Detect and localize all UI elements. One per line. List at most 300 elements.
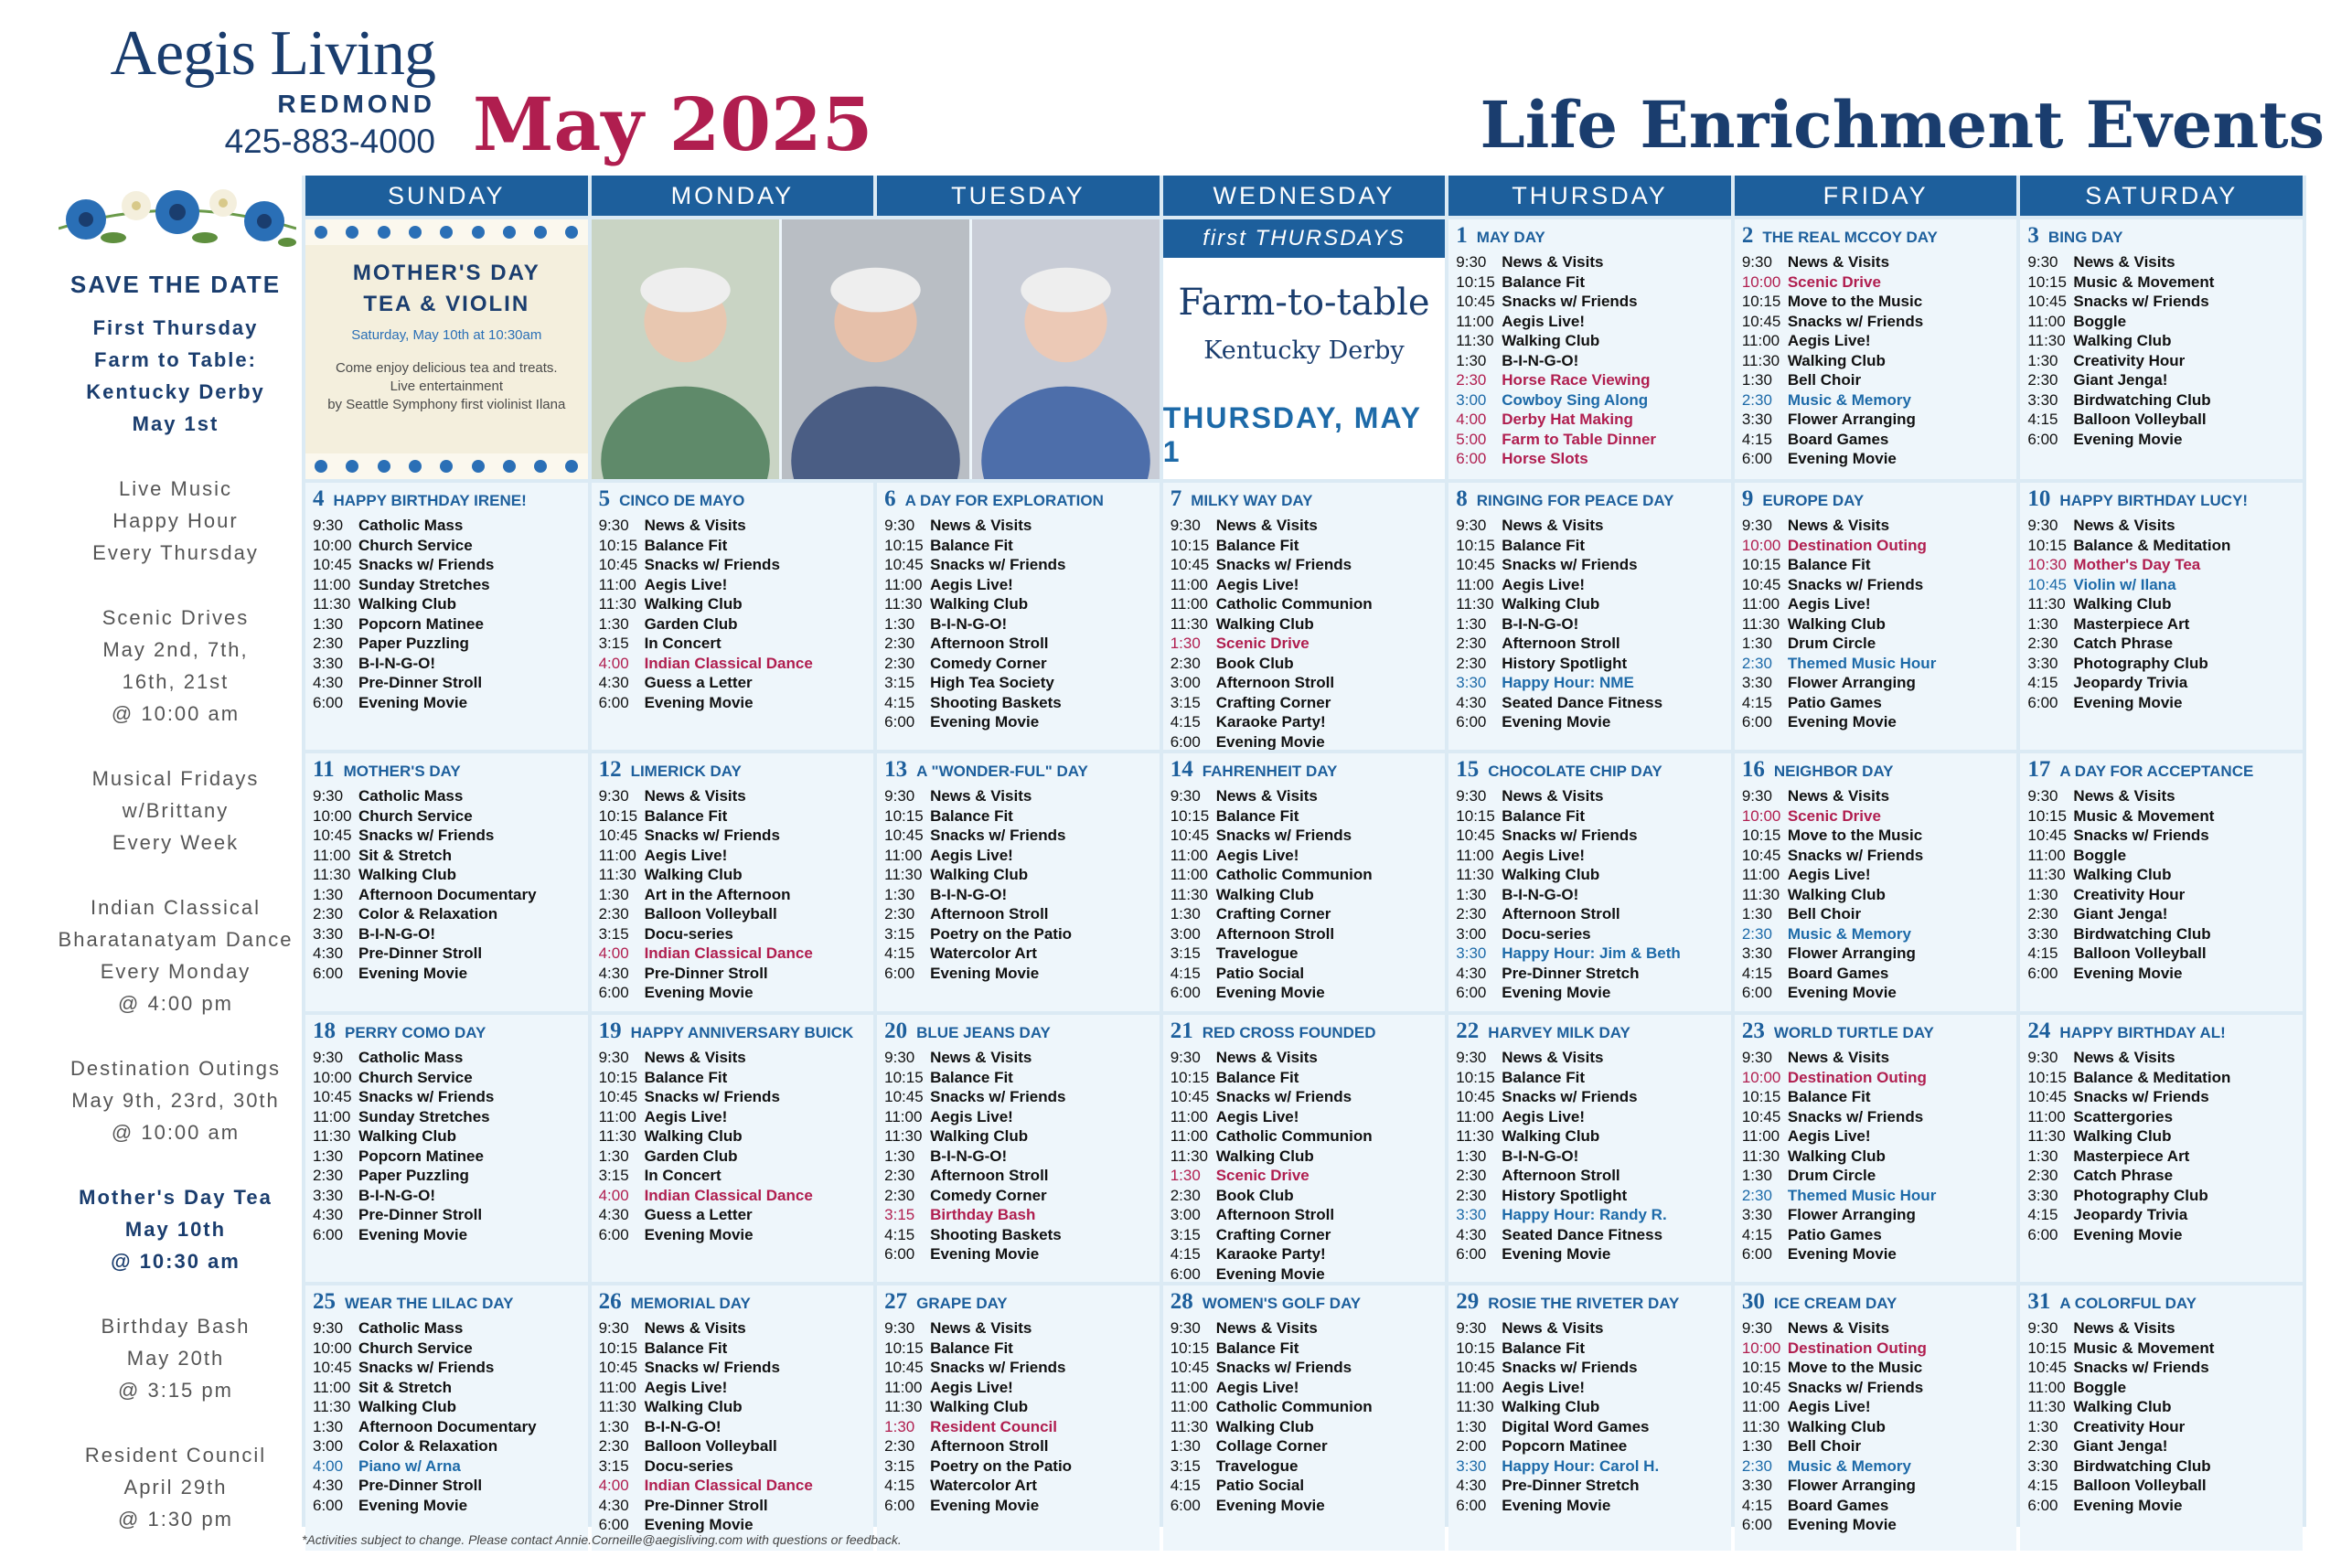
event-item — [1742, 1107, 2010, 1127]
day-cell — [877, 753, 1160, 1011]
event-item — [1456, 786, 1724, 806]
month-title: May 2025 — [473, 81, 873, 167]
save-the-date-line: @ 4:00 pm — [118, 992, 233, 1015]
event-item — [1456, 272, 1724, 293]
event-item — [599, 516, 867, 536]
event-time: 3:15 — [884, 674, 915, 691]
event-item — [1742, 1087, 2010, 1107]
event-time: 10:15 — [598, 1068, 638, 1086]
event-time: 11:30 — [1741, 351, 1780, 369]
event-time: 6:00 — [598, 984, 629, 1001]
promo-body — [305, 245, 588, 453]
event-item — [1456, 1397, 1724, 1417]
event-time: 9:30 — [2027, 253, 2058, 271]
event-time: 1:30 — [884, 885, 915, 903]
event-item — [313, 1378, 581, 1398]
event-item — [884, 712, 1152, 732]
event-time: 10:15 — [1456, 1068, 1495, 1086]
event-item — [1742, 1397, 2010, 1417]
event-time: 11:00 — [1741, 595, 1780, 613]
day-header — [2027, 486, 2295, 512]
event-item — [1456, 410, 1724, 430]
event-time: 9:30 — [313, 517, 344, 534]
resident-photos — [592, 219, 1160, 479]
event-item — [1456, 712, 1724, 732]
save-the-date-item — [44, 602, 307, 730]
event-name: Snacks w/ Friends — [930, 1359, 1066, 1376]
event-time: 1:30 — [2027, 885, 2058, 903]
event-item — [599, 594, 867, 614]
event-name: Snacks w/ Friends — [2073, 1359, 2209, 1376]
event-name: Walking Club — [930, 1398, 1029, 1415]
day-cell — [1163, 1015, 1446, 1282]
event-name: Evening Movie — [1787, 984, 1897, 1001]
event-time: 6:00 — [313, 693, 344, 711]
event-name: Evening Movie — [1502, 1245, 1611, 1263]
event-item — [884, 673, 1152, 693]
event-name: Snacks w/ Friends — [358, 1359, 495, 1376]
event-name: Evening Movie — [2073, 964, 2183, 982]
event-name: Pre-Dinner Stroll — [358, 1206, 483, 1223]
event-item — [884, 1147, 1152, 1167]
event-name: Walking Club — [644, 1127, 743, 1145]
event-item — [1456, 575, 1724, 595]
event-time: 11:30 — [1456, 1127, 1494, 1145]
event-time: 9:30 — [2027, 787, 2058, 805]
event-name: News & Visits — [1787, 253, 1890, 271]
event-item — [884, 1358, 1152, 1378]
event-name: Walking Club — [1215, 885, 1314, 903]
save-the-date-line: @ 3:15 pm — [118, 1379, 233, 1402]
event-time: 1:30 — [598, 1147, 629, 1165]
day-header — [313, 757, 581, 783]
day-number: 23 — [1741, 1019, 1765, 1043]
event-item — [1742, 1515, 2010, 1535]
event-time: 11:00 — [2027, 312, 2066, 330]
event-name: Evening Movie — [2073, 430, 2183, 448]
event-time: 10:15 — [1456, 536, 1495, 554]
event-time: 10:45 — [1741, 1107, 1781, 1125]
event-time: 6:00 — [1456, 713, 1487, 731]
event-name: Catholic Communion — [1215, 1398, 1373, 1415]
save-the-date-line: May 2nd, 7th, — [102, 638, 249, 661]
event-name: Evening Movie — [644, 984, 754, 1001]
event-time: 9:30 — [1456, 253, 1487, 271]
weekday-header: MONDAY — [592, 176, 874, 216]
day-theme: HAPPY BIRTHDAY IRENE! — [333, 492, 527, 509]
event-name: Happy Hour: Randy R. — [1502, 1206, 1667, 1223]
save-the-date-item — [44, 1181, 307, 1277]
event-time: 11:00 — [1456, 1378, 1494, 1396]
event-item — [884, 846, 1152, 866]
event-name: News & Visits — [1215, 787, 1318, 805]
event-name: Snacks w/ Friends — [2073, 1088, 2209, 1105]
phone-number: 425-883-4000 — [224, 123, 435, 160]
event-item — [1742, 430, 2010, 450]
event-item — [313, 944, 581, 964]
event-time: 11:00 — [1741, 1127, 1780, 1145]
event-item — [884, 1378, 1152, 1398]
event-name: Snacks w/ Friends — [1502, 1359, 1638, 1376]
event-item — [884, 594, 1152, 614]
event-time: 2:30 — [2027, 371, 2058, 389]
weekday-header: WEDNESDAY — [1163, 176, 1446, 216]
event-item — [1742, 272, 2010, 293]
event-name: Aegis Live! — [930, 1107, 1013, 1125]
event-time: 3:30 — [1456, 674, 1487, 691]
day-theme: CHOCOLATE CHIP DAY — [1488, 763, 1662, 780]
day-theme: A DAY FOR EXPLORATION — [904, 492, 1104, 509]
event-item — [884, 885, 1152, 905]
event-name: Shooting Baskets — [930, 1225, 1062, 1243]
event-name: Popcorn Matinee — [358, 1147, 484, 1165]
event-item — [884, 1417, 1152, 1437]
day-header — [1742, 223, 2010, 249]
farm-subtitle: Kentucky Derby — [1203, 336, 1405, 365]
event-item — [1170, 806, 1438, 827]
event-item — [1170, 1068, 1438, 1088]
event-item — [1742, 1048, 2010, 1068]
event-item — [2027, 430, 2295, 450]
event-item — [1170, 1107, 1438, 1127]
event-item — [1742, 1358, 2010, 1378]
event-item — [1170, 983, 1438, 1003]
event-item — [2027, 252, 2295, 272]
day-theme: BING DAY — [2047, 229, 2123, 246]
event-item — [599, 865, 867, 885]
event-name: News & Visits — [1787, 787, 1890, 805]
event-item — [1170, 1087, 1438, 1107]
event-time: 4:15 — [884, 944, 915, 962]
event-name: Afternoon Stroll — [930, 1437, 1049, 1455]
day-header — [2027, 223, 2295, 249]
day-cell — [305, 483, 588, 750]
promo-subtitle: Saturday, May 10th at 10:30am — [351, 327, 542, 343]
save-the-date-line: Live Music — [119, 477, 232, 500]
day-header — [599, 1289, 867, 1315]
event-name: Jeopardy Trivia — [2073, 1206, 2188, 1223]
event-item — [2027, 1456, 2295, 1477]
event-time: 1:30 — [884, 614, 915, 633]
event-item — [2027, 594, 2295, 614]
event-time: 11:00 — [1741, 332, 1780, 349]
event-time: 1:30 — [1741, 371, 1772, 389]
event-name: Balance & Meditation — [2073, 536, 2231, 554]
event-name: Balance Fit — [1502, 1068, 1585, 1086]
event-time: 9:30 — [884, 517, 915, 534]
event-name: Aegis Live! — [930, 846, 1013, 864]
save-the-date-line: @ 10:30 am — [111, 1250, 241, 1273]
event-time: 11:00 — [1456, 1107, 1494, 1125]
event-name: Balance Fit — [1502, 536, 1585, 554]
event-name: Afternoon Stroll — [930, 635, 1049, 652]
event-name: B-I-N-G-O! — [644, 1417, 722, 1435]
event-name: Balance Fit — [1502, 272, 1585, 291]
event-item — [884, 536, 1152, 556]
day-theme: THE REAL MCCOY DAY — [1762, 229, 1938, 246]
event-item — [884, 516, 1152, 536]
day-cell — [2020, 219, 2303, 479]
event-name: Evening Movie — [1787, 450, 1897, 467]
event-time: 9:30 — [313, 1319, 344, 1337]
day-theme: WOMEN'S GOLF DAY — [1202, 1295, 1362, 1312]
event-item — [1742, 555, 2010, 575]
day-theme: A "WONDER-FUL" DAY — [916, 763, 1088, 780]
event-item — [599, 806, 867, 827]
event-time: 2:30 — [1170, 654, 1201, 672]
day-header — [2027, 1289, 2295, 1315]
event-time: 9:30 — [313, 1049, 344, 1066]
event-name: Catholic Mass — [358, 517, 464, 534]
event-item — [1742, 693, 2010, 713]
event-time: 6:00 — [1741, 984, 1772, 1001]
event-time: 10:45 — [313, 1088, 352, 1105]
day-number: 29 — [1456, 1289, 1480, 1314]
event-name: Afternoon Stroll — [1215, 674, 1335, 691]
event-name: Drum Circle — [1787, 1167, 1876, 1184]
event-name: News & Visits — [2073, 1319, 2175, 1337]
event-name: Snacks w/ Friends — [644, 556, 780, 573]
event-name: Drum Circle — [1787, 635, 1876, 652]
event-item — [1456, 1339, 1724, 1359]
event-item — [2027, 673, 2295, 693]
day-cell — [877, 1015, 1160, 1282]
event-name: Mother's Day Tea — [2073, 556, 2201, 573]
event-time: 11:30 — [1170, 1417, 1208, 1435]
day-number: 26 — [598, 1289, 622, 1314]
event-time: 9:30 — [1170, 517, 1201, 534]
event-time: 3:15 — [598, 635, 629, 652]
save-the-date-item — [44, 891, 307, 1019]
event-time: 9:30 — [1456, 1319, 1487, 1337]
events-title: Life Enrichment Events — [1480, 87, 2325, 163]
day-number: 1 — [1456, 223, 1468, 248]
save-the-date-line: Mother's Day Tea — [79, 1186, 273, 1209]
event-time: 10:15 — [884, 1339, 924, 1357]
event-item — [1170, 1436, 1438, 1456]
event-time: 10:45 — [1170, 827, 1210, 844]
event-item — [1170, 885, 1438, 905]
event-name: Balance Fit — [1215, 806, 1299, 825]
event-item — [2027, 1476, 2295, 1496]
event-time: 3:30 — [2027, 924, 2058, 943]
day-number: 22 — [1456, 1019, 1480, 1043]
event-time: 2:30 — [2027, 1437, 2058, 1455]
event-time: 2:30 — [1456, 1186, 1487, 1204]
logo-location: REDMOND — [277, 90, 435, 118]
event-item — [2027, 410, 2295, 430]
event-name: Walking Club — [2073, 866, 2172, 883]
event-item — [599, 1378, 867, 1398]
day-header — [599, 757, 867, 783]
event-name: Bell Choir — [1787, 905, 1862, 923]
save-the-date-line: Happy Hour — [112, 509, 239, 532]
event-name: Evening Movie — [1787, 713, 1897, 731]
event-name: Catch Phrase — [2073, 1167, 2174, 1184]
event-name: Destination Outing — [1787, 1068, 1927, 1086]
event-name: Snacks w/ Friends — [1215, 556, 1352, 573]
event-item — [1742, 634, 2010, 654]
weekday-header: FRIDAY — [1735, 176, 2017, 216]
event-time: 10:15 — [598, 536, 638, 554]
event-time: 1:30 — [884, 1417, 915, 1435]
event-name: Pre-Dinner Stroll — [644, 1496, 768, 1514]
day-cell — [1163, 753, 1446, 1011]
event-time: 10:45 — [1741, 846, 1781, 864]
event-item — [599, 1166, 867, 1186]
event-time: 10:00 — [313, 536, 352, 554]
event-name: Birdwatching Club — [2073, 390, 2211, 409]
event-item — [1456, 555, 1724, 575]
event-item — [313, 806, 581, 827]
event-name: Evening Movie — [1215, 984, 1325, 1001]
day-cell — [1735, 753, 2017, 1011]
event-time: 11:30 — [1170, 614, 1208, 633]
event-name: Walking Club — [644, 866, 743, 883]
event-time: 9:30 — [884, 1319, 915, 1337]
event-item — [2027, 846, 2295, 866]
event-item — [599, 1476, 867, 1496]
event-item — [599, 1397, 867, 1417]
day-header — [2027, 1019, 2295, 1044]
event-item — [2027, 1186, 2295, 1206]
event-time: 1:30 — [1170, 1167, 1201, 1184]
event-name: News & Visits — [1502, 1319, 1604, 1337]
event-time: 3:30 — [1741, 411, 1772, 428]
event-time: 3:15 — [1170, 1225, 1201, 1243]
event-item — [1742, 1436, 2010, 1456]
event-item — [313, 1397, 581, 1417]
event-name: Walking Club — [1215, 614, 1314, 633]
event-item — [2027, 575, 2295, 595]
event-item — [1742, 1126, 2010, 1147]
event-time: 11:00 — [313, 1378, 351, 1396]
event-item — [1456, 614, 1724, 635]
event-item — [1456, 634, 1724, 654]
event-name: News & Visits — [2073, 517, 2175, 534]
event-item — [2027, 1107, 2295, 1127]
event-time: 10:45 — [598, 1359, 638, 1376]
calendar-grid — [302, 176, 2306, 1533]
event-item — [1742, 370, 2010, 390]
day-theme: MEMORIAL DAY — [630, 1295, 751, 1312]
event-name: Color & Relaxation — [358, 1437, 498, 1455]
event-time: 2:30 — [598, 905, 629, 923]
event-item — [1456, 1126, 1724, 1147]
event-item — [1170, 516, 1438, 536]
event-time: 6:00 — [1456, 1245, 1487, 1263]
event-name: Karaoke Party! — [1215, 1245, 1326, 1263]
event-name: Comedy Corner — [930, 654, 1047, 672]
event-item — [1742, 924, 2010, 944]
day-number: 28 — [1170, 1289, 1193, 1314]
event-name: Snacks w/ Friends — [930, 556, 1066, 573]
day-cell — [592, 753, 874, 1011]
event-name: Evening Movie — [1502, 984, 1611, 1001]
event-name: Balance Fit — [1502, 806, 1585, 825]
event-item — [884, 1339, 1152, 1359]
event-name: Comedy Corner — [930, 1186, 1047, 1204]
event-time: 6:00 — [313, 1496, 344, 1514]
event-time: 9:30 — [2027, 517, 2058, 534]
event-item — [1170, 536, 1438, 556]
event-time: 6:00 — [313, 1225, 344, 1243]
event-item — [1742, 654, 2010, 674]
day-cell — [1735, 483, 2017, 750]
day-cell — [877, 1285, 1160, 1551]
event-time: 3:00 — [313, 1437, 344, 1455]
event-name: Evening Movie — [1787, 1516, 1897, 1533]
event-name: Aegis Live! — [930, 575, 1013, 593]
event-time: 6:00 — [2027, 1496, 2058, 1514]
promo-title: TEA & VIOLIN — [363, 292, 530, 316]
event-item — [884, 1126, 1152, 1147]
event-item — [884, 1476, 1152, 1496]
event-item — [1742, 806, 2010, 827]
event-name: Aegis Live! — [930, 1378, 1013, 1396]
event-name: Balloon Volleyball — [644, 905, 777, 923]
event-name: Balance Fit — [1215, 1068, 1299, 1086]
day-theme: HAPPY ANNIVERSARY BUICK — [630, 1024, 854, 1041]
event-name: Crafting Corner — [1215, 905, 1331, 923]
event-name: Aegis Live! — [1502, 312, 1585, 330]
day-number: 5 — [598, 486, 611, 511]
event-time: 11:30 — [2027, 595, 2066, 613]
event-name: Masterpiece Art — [2073, 1147, 2190, 1165]
event-item — [884, 806, 1152, 827]
event-time: 3:15 — [598, 1167, 629, 1184]
day-number: 27 — [884, 1289, 908, 1314]
event-name: Flower Arranging — [1787, 411, 1916, 428]
day-header — [1456, 757, 1724, 783]
event-item — [313, 1126, 581, 1147]
event-name: Pre-Dinner Stroll — [358, 674, 483, 691]
event-item — [884, 1048, 1152, 1068]
event-item — [1742, 983, 2010, 1003]
day-cell — [592, 1285, 874, 1551]
event-item — [884, 1186, 1152, 1206]
event-time: 11:00 — [884, 846, 923, 864]
event-name: Walking Club — [1215, 1147, 1314, 1165]
event-item — [884, 634, 1152, 654]
event-time: 10:00 — [1741, 1068, 1781, 1086]
event-time: 10:45 — [884, 1088, 924, 1105]
event-item — [599, 614, 867, 635]
event-item — [2027, 1087, 2295, 1107]
event-name: Snacks w/ Friends — [1215, 827, 1352, 844]
event-time: 9:30 — [598, 787, 629, 805]
event-time: 10:45 — [1741, 575, 1781, 593]
promo-text: Live entertainment — [390, 379, 503, 394]
event-time: 1:30 — [1741, 1167, 1772, 1184]
event-time: 3:30 — [2027, 1456, 2058, 1475]
event-item — [2027, 924, 2295, 944]
event-time: 11:30 — [884, 866, 923, 883]
event-time: 10:45 — [313, 1359, 352, 1376]
event-time: 4:15 — [2027, 1477, 2058, 1494]
event-name: News & Visits — [930, 517, 1032, 534]
day-number: 3 — [2027, 223, 2039, 248]
event-time: 6:00 — [1170, 1264, 1201, 1282]
event-name: Creativity Hour — [2073, 885, 2186, 903]
weekday-header: SATURDAY — [2020, 176, 2303, 216]
event-name: Aegis Live! — [1787, 866, 1871, 883]
event-name: Patio Social — [1215, 964, 1305, 982]
event-name: Boggle — [2073, 846, 2127, 864]
event-name: Happy Hour: Carol H. — [1502, 1456, 1660, 1475]
event-time: 1:30 — [1456, 1147, 1487, 1165]
event-name: History Spotlight — [1502, 654, 1628, 672]
